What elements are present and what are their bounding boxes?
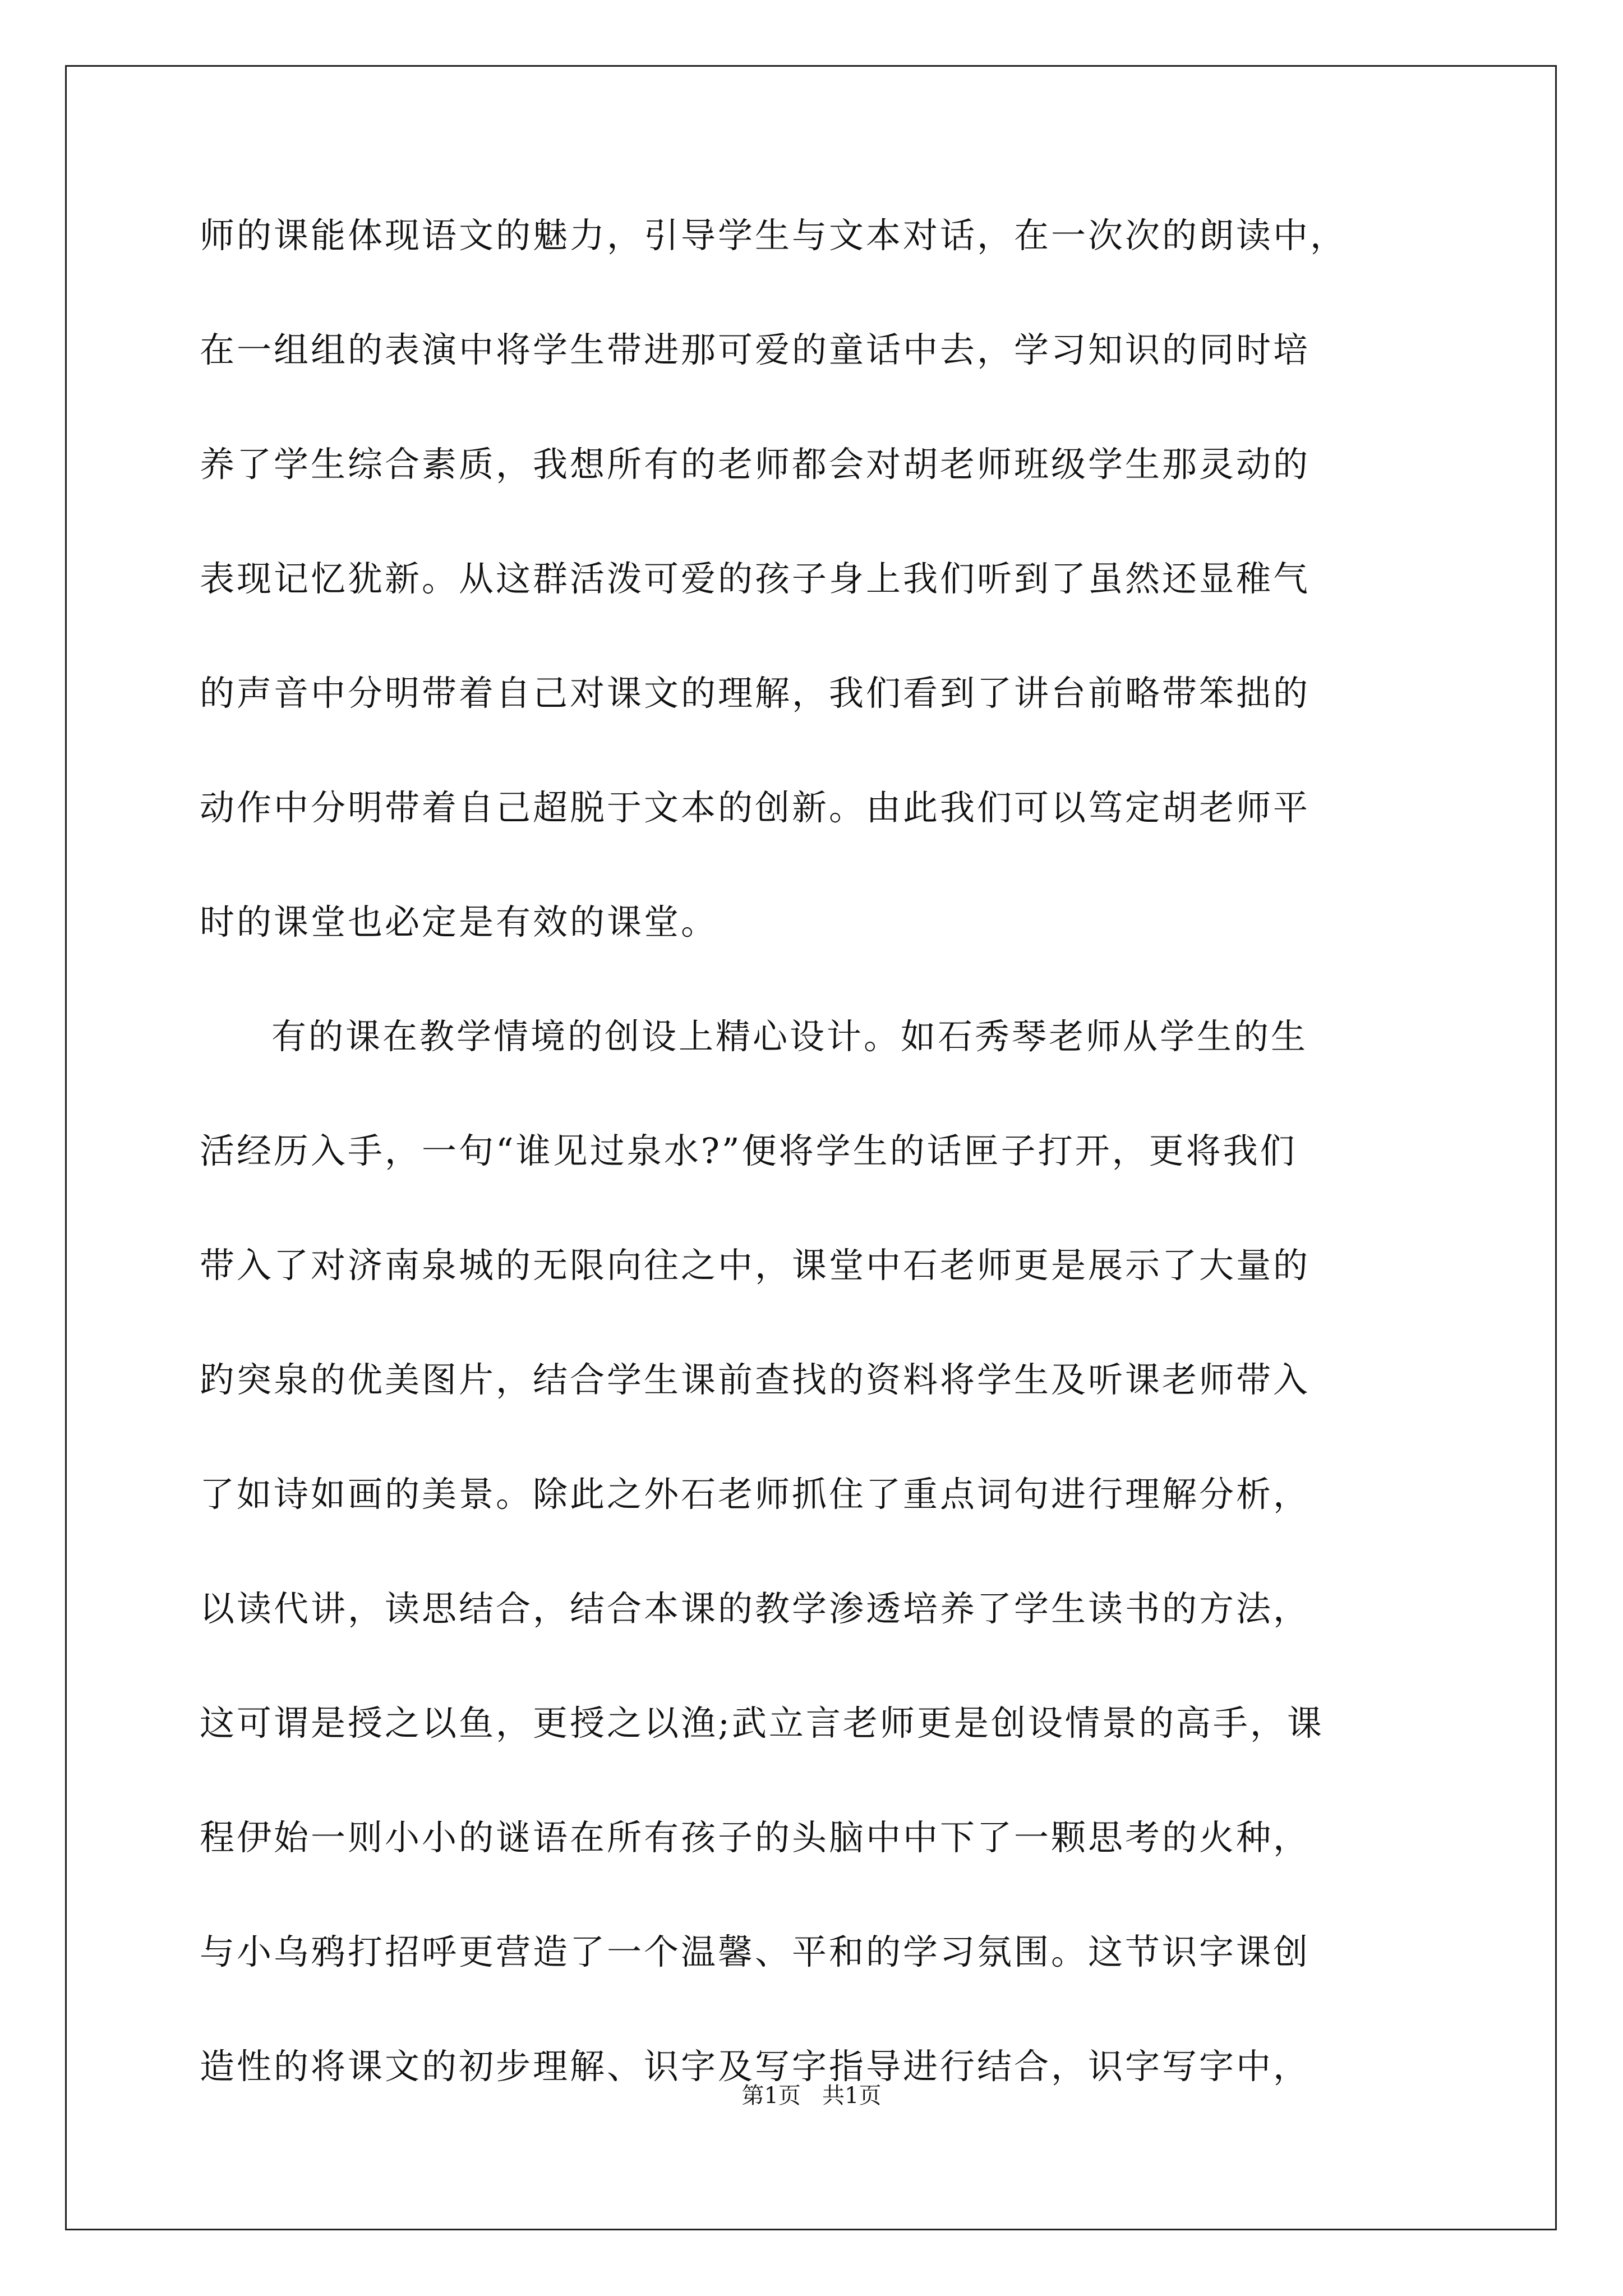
text-line-14: 这可谓是授之以鱼，更授之以渔;武立言老师更是创设情景的高手，课	[200, 1703, 1324, 1743]
page-footer	[0, 2079, 1623, 2113]
text-line-2: 在一组组的表演中将学生带进那可爱的童话中去，学习知识的同时培	[200, 329, 1311, 370]
page-number: 第1页 共1页	[741, 2083, 882, 2109]
text-line-13: 以读代讲，读思结合，结合本课的教学渗透培养了学生读书的方法，	[200, 1588, 1311, 1629]
text-line-3: 养了学生综合素质，我想所有的老师都会对胡老师班级学生那灵动的	[200, 444, 1311, 485]
text-line-4: 表现记忆犹新。从这群活泼可爱的孩子身上我们听到了虽然还显稚气	[200, 558, 1311, 599]
text-line-9: 活经历入手，一句“谁见过泉水?”便将学生的话匣子打开，更将我们	[200, 1130, 1297, 1171]
text-line-1: 师的课能体现语文的魅力，引导学生与文本对话，在一次次的朗读中，	[200, 215, 1348, 256]
text-line-8: 有的课在教学情境的创设上精心设计。如石秀琴老师从学生的生	[271, 1016, 1308, 1057]
text-line-15: 程伊始一则小小的谜语在所有孩子的头脑中中下了一颗思考的火种，	[200, 1817, 1311, 1858]
text-line-17: 造性的将课文的初步理解、识字及写字指导进行结合，识字写字中，	[200, 2046, 1311, 2087]
text-line-10: 带入了对济南泉城的无限向往之中，课堂中石老师更是展示了大量的	[200, 1245, 1311, 1286]
text-line-6: 动作中分明带着自己超脱于文本的创新。由此我们可以笃定胡老师平	[200, 787, 1311, 828]
text-line-12: 了如诗如画的美景。除此之外石老师抓住了重点词句进行理解分析，	[200, 1474, 1311, 1515]
text-line-11: 趵突泉的优美图片，结合学生课前查找的资料将学生及听课老师带入	[200, 1359, 1311, 1400]
text-line-16: 与小乌鸦打招呼更营造了一个温馨、平和的学习氛围。这节识字课创	[200, 1931, 1311, 1972]
text-line-5: 的声音中分明带着自己对课文的理解，我们看到了讲台前略带笨拙的	[200, 673, 1311, 714]
text-line-7: 时的课堂也必定是有效的课堂。	[200, 901, 718, 942]
